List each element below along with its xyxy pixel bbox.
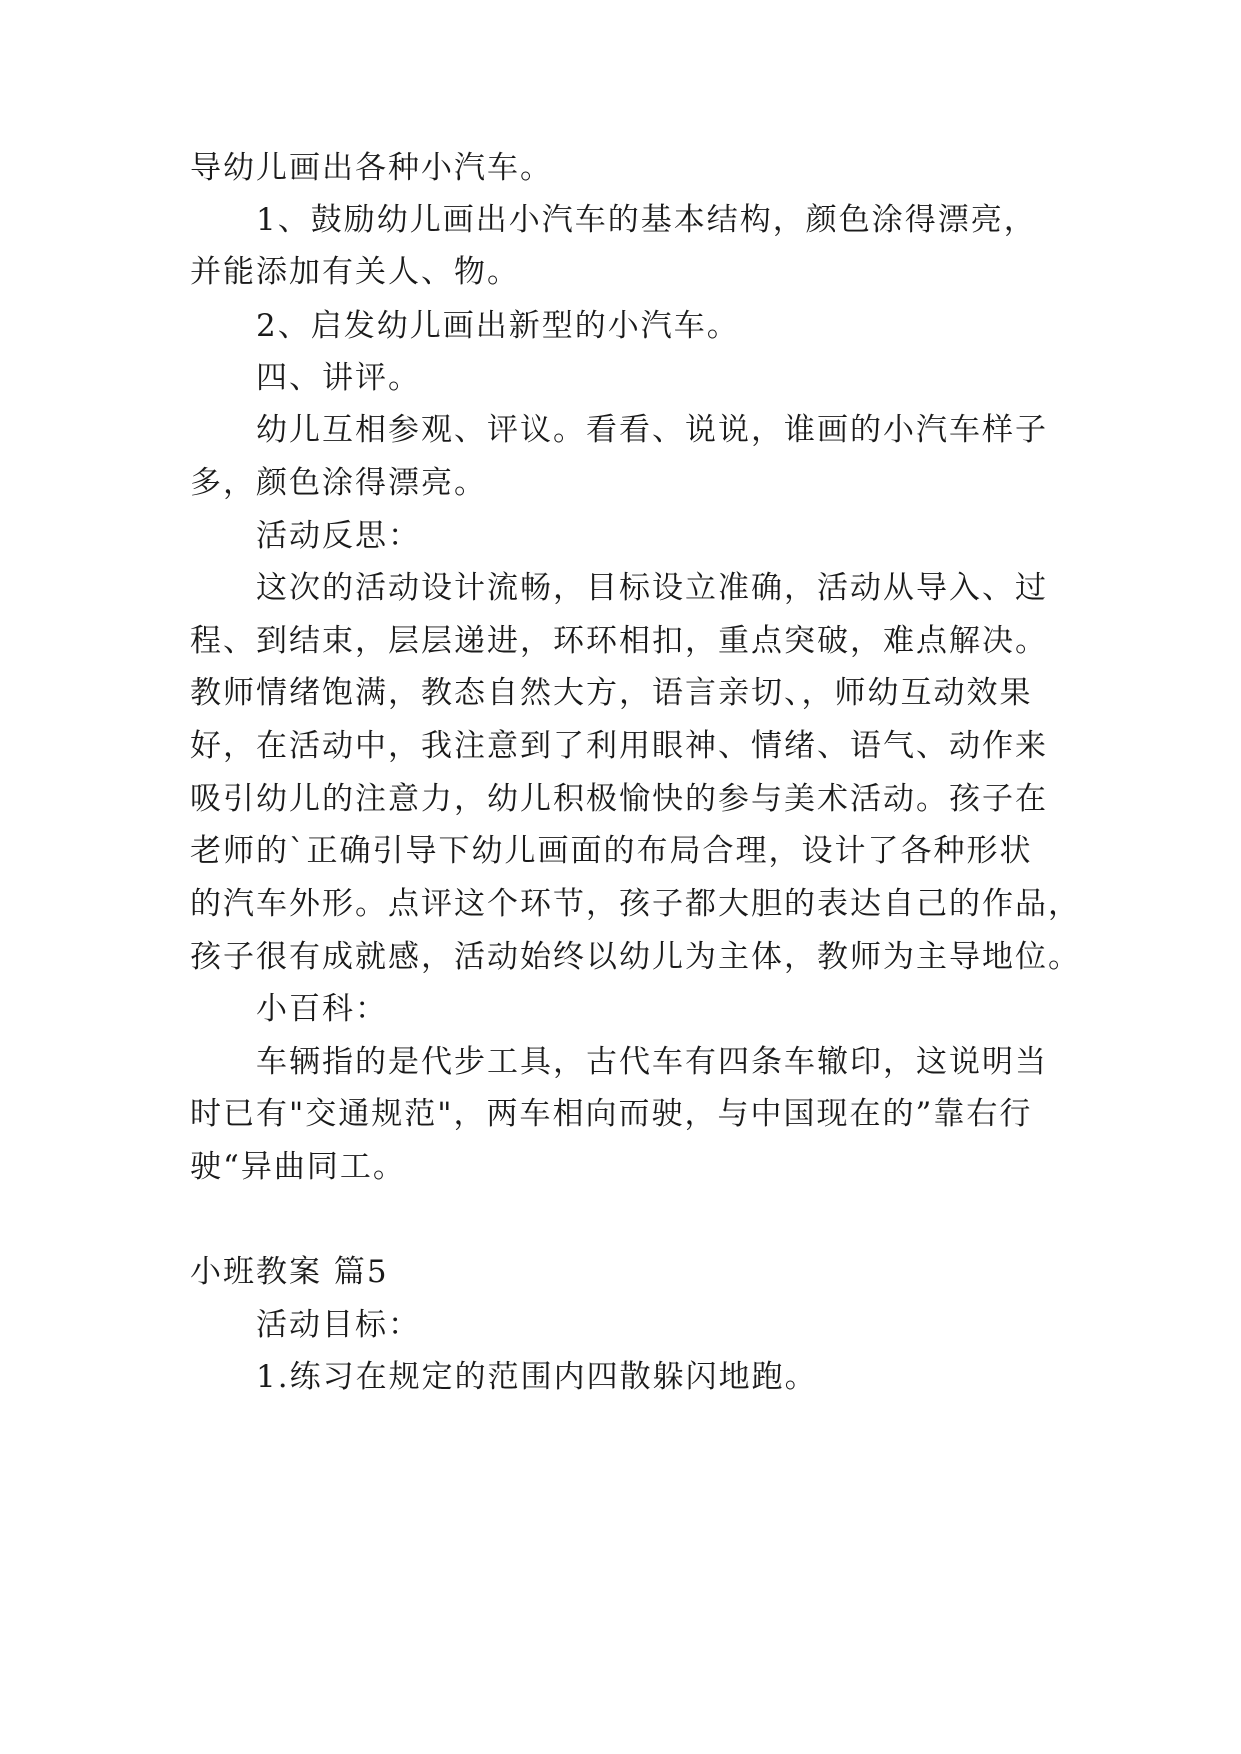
document-section-title: 小班教案 篇5 <box>190 1254 389 1290</box>
paragraph-line: 这次的活动设计流畅，目标设立准确，活动从导入、过 <box>256 570 1048 606</box>
section-heading: 小百科： <box>256 991 388 1027</box>
paragraph-line: 程、到结束，层层递进，环环相扣，重点突破，难点解决。 <box>190 623 1048 659</box>
section-heading: 活动目标： <box>256 1307 421 1343</box>
paragraph-line: 幼儿互相参观、评议。看看、说说，谁画的小汽车样子 <box>256 412 1048 448</box>
paragraph-line: 吸引幼儿的注意力，幼儿积极愉快的参与美术活动。孩子在 <box>190 781 1048 817</box>
paragraph-line: 多，颜色涂得漂亮。 <box>190 465 487 501</box>
paragraph-line: 车辆指的是代步工具，古代车有四条车辙印，这说明当 <box>256 1044 1048 1080</box>
paragraph-line: 时已有"交通规范"，两车相向而驶，与中国现在的”靠右行 <box>190 1096 1033 1132</box>
paragraph-line: 孩子很有成就感，活动始终以幼儿为主体，教师为主导地位。 <box>190 939 1081 975</box>
paragraph-line: 教师情绪饱满，教态自然大方，语言亲切、，师幼互动效果 <box>190 675 1033 711</box>
section-heading: 活动反思： <box>256 518 421 554</box>
paragraph-line: 好，在活动中，我注意到了利用眼神、情绪、语气、动作来 <box>190 728 1048 764</box>
paragraph-line: 驶“异曲同工。 <box>190 1149 406 1185</box>
paragraph-line: 2、启发幼儿画出新型的小汽车。 <box>256 308 740 344</box>
paragraph-line: 的汽车外形。点评这个环节，孩子都大胆的表达自己的作品， <box>190 886 1081 922</box>
paragraph-line: 导幼儿画出各种小汽车。 <box>190 150 553 186</box>
paragraph-line: 老师的`正确引导下幼儿画面的布局合理，设计了各种形状 <box>190 833 1033 869</box>
paragraph-line: 1.练习在规定的范围内四散躲闪地跑。 <box>256 1359 818 1395</box>
paragraph-line: 并能添加有关人、物。 <box>190 254 520 290</box>
paragraph-line: 1、鼓励幼儿画出小汽车的基本结构，颜色涂得漂亮， <box>256 202 1037 238</box>
section-heading: 四、讲评。 <box>256 360 421 396</box>
